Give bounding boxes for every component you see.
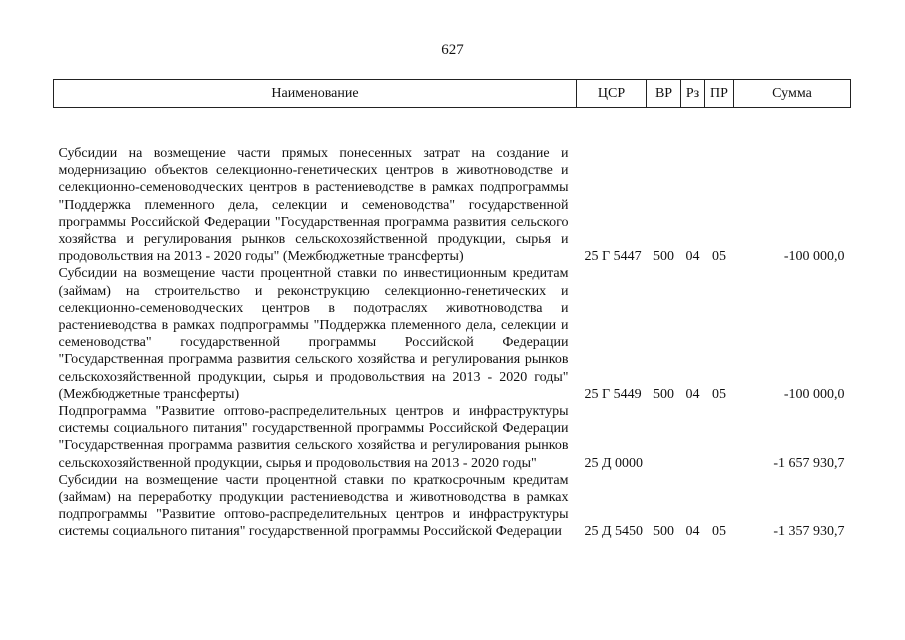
row-rz: 04 xyxy=(685,386,700,402)
row-sum: -1 657 930,7 xyxy=(773,455,845,471)
row-csr: 25 Д 0000 xyxy=(584,455,644,471)
row-pr: 05 xyxy=(712,249,726,265)
row-rz xyxy=(681,403,705,472)
row-vr: 500 xyxy=(653,249,674,265)
row-name: Подпрограмма "Развитие оптово-распределительных центров и инфраструктуры системы социального питания" государственной программы Российской Федерации "Государственная программа развития сельского хозяйства и регулирования рынков сельскохозяйственной продукции, сырья и продовольствия на 2013 - 2020 годы" xyxy=(58,404,569,471)
row-csr: 25 Д 5450 xyxy=(584,524,644,540)
page-number: 627 xyxy=(441,42,464,58)
table-row xyxy=(54,403,851,472)
table-row xyxy=(54,108,851,266)
row-vr: 500 xyxy=(653,524,674,540)
row-vr xyxy=(647,403,681,472)
row-pr: 05 xyxy=(712,386,726,402)
header-csr: ЦСР xyxy=(577,80,647,108)
row-csr: 25 Г 5449 xyxy=(584,386,642,402)
table-row xyxy=(54,472,851,541)
header-rz: Рз xyxy=(681,80,705,108)
row-vr: 500 xyxy=(653,386,674,402)
row-sum: -1 357 930,7 xyxy=(773,524,845,540)
row-name: Субсидии на возмещение части прямых понесенных затрат на создание и модернизацию объектов селекционно-генетических центров в животноводстве и селекционно-семеноводческих центров в растениеводстве в рамках подпрограммы "Поддержка племенного дела, селекции и семеноводства" государственной программы Российской Федерации "Государственная программа развития сельского хозяйства и регулирования рынков сельскохозяйственной продукции, сырья и продовольствия на 2013 - 2020 годы" (Межбюджетные трансферты) xyxy=(58,146,569,265)
header-sum: Сумма xyxy=(734,80,851,108)
table-row xyxy=(54,265,851,403)
row-sum: -100 000,0 xyxy=(783,249,845,265)
header-pr: ПР xyxy=(705,80,734,108)
row-sum: -100 000,0 xyxy=(783,386,845,402)
table-header xyxy=(54,80,851,108)
budget-table xyxy=(53,79,851,541)
row-rz: 04 xyxy=(685,524,700,540)
header-name: Наименование xyxy=(54,80,577,108)
row-name: Субсидии на возмещение части процентной ставки по инвестиционным кредитам (займам) на строительство и реконструкцию селекционно-генетических и селекционно-семеноводческих центров в подотраслях животноводства и растениеводства в рамках подпрограммы "Поддержка племенного дела, селекции и семеноводства" государственной программы Российской Федерации "Государственная программа развития сельского хозяйства и регулирования рынков сельскохозяйственной продукции, сырья и продовольствия на 2013 - 2020 годы" (Межбюджетные трансферты) xyxy=(58,266,569,402)
header-vr: ВР xyxy=(647,80,681,108)
row-csr: 25 Г 5447 xyxy=(584,249,642,265)
row-pr: 05 xyxy=(712,524,726,540)
row-name: Субсидии на возмещение части процентной ставки по краткосрочным кредитам (займам) на переработку продукции растениеводства и животноводства в рамках подпрограммы "Развитие оптово-распределительных центров и инфраструктуры системы социального питания" государственной программы Российской Федерации xyxy=(58,472,569,540)
row-rz: 04 xyxy=(685,249,700,265)
row-pr xyxy=(705,403,734,472)
